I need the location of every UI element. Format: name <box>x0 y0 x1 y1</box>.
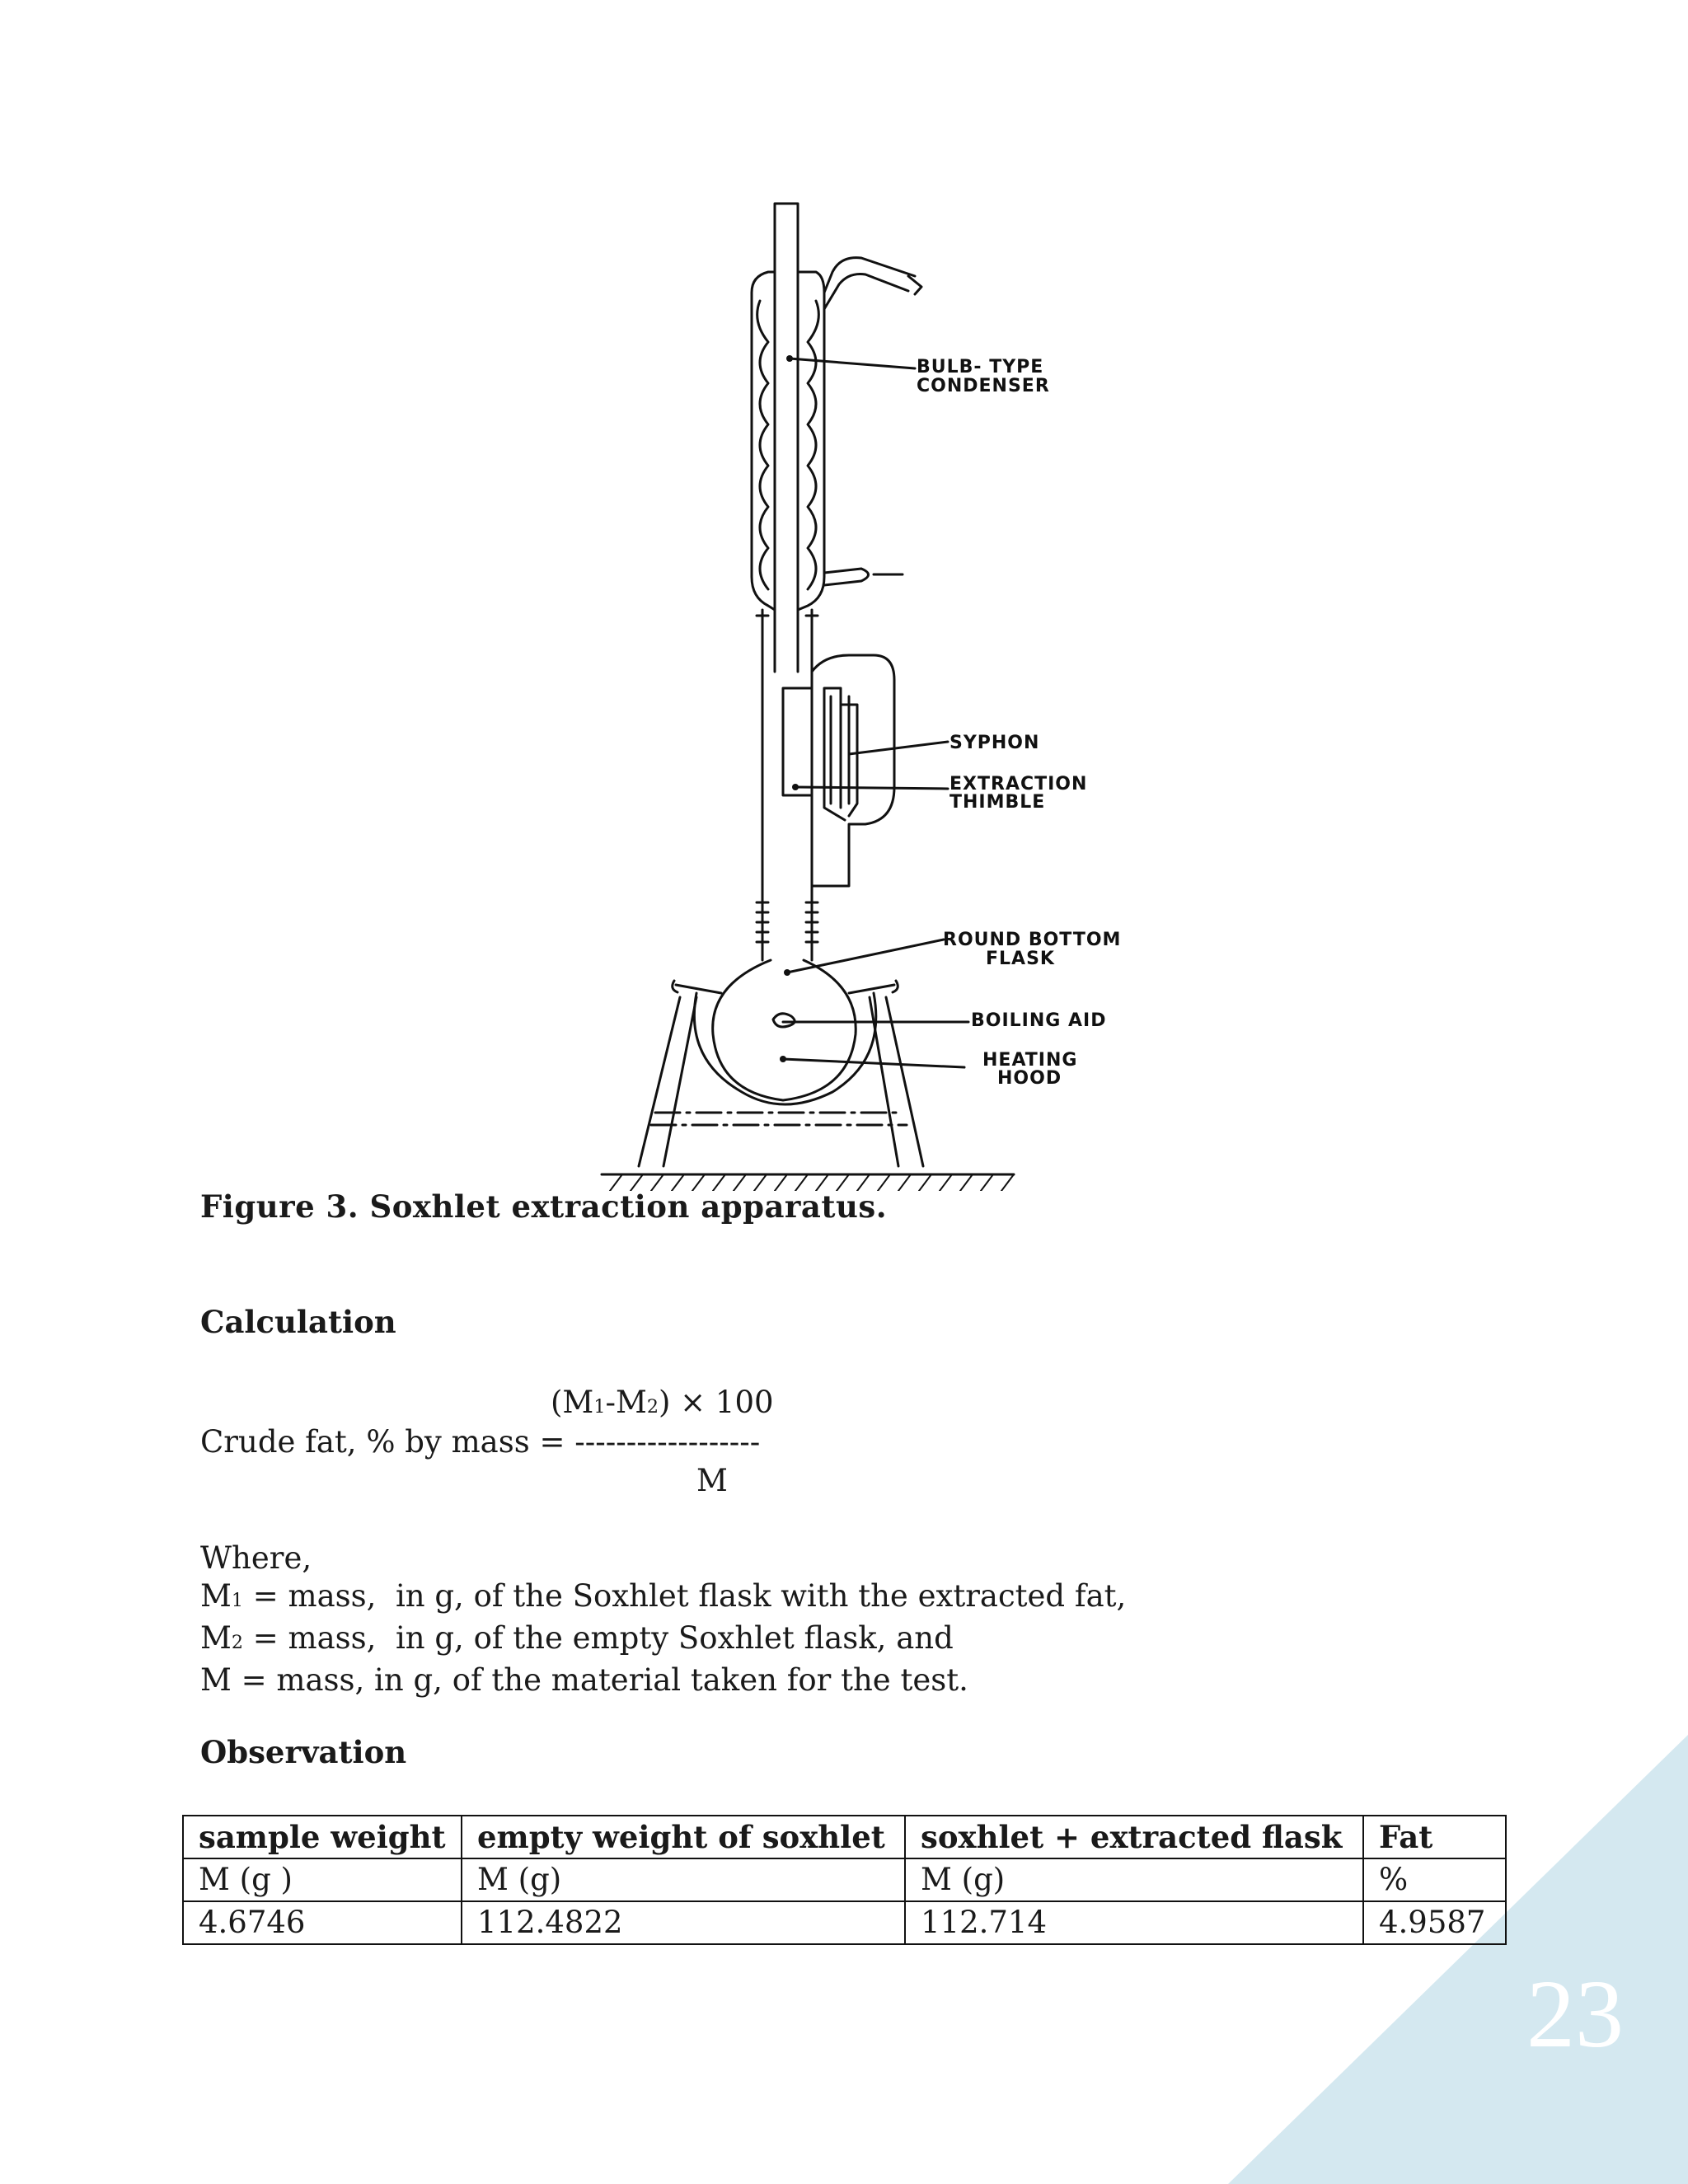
page-number: 23 <box>1526 1960 1624 2068</box>
value-cell: 4.9587 <box>1363 1901 1506 1944</box>
definitions <box>200 1540 1126 1699</box>
definition-m: M = mass, in g, of the material taken for the test. <box>200 1662 968 1698</box>
value-cell: 112.714 <box>905 1901 1363 1944</box>
table-row <box>183 1901 1506 1944</box>
label-syphon: SYPHON <box>950 733 1040 753</box>
label-flask-line1: ROUND BOTTOM <box>943 930 1122 950</box>
observation-heading: Observation <box>200 1734 407 1770</box>
header-cell: Fat <box>1363 1816 1506 1858</box>
header-cell: empty weight of soxhlet <box>462 1816 905 1858</box>
label-hood-line2: HOOD <box>997 1068 1062 1089</box>
label-flask-line2: FLASK <box>986 949 1055 969</box>
formula-line: Crude fat, % by mass = ------------------ <box>200 1424 761 1460</box>
figure-caption: Figure 3. Soxhlet extraction apparatus. <box>200 1188 888 1225</box>
soxhlet-diagram <box>577 194 1187 1191</box>
formula-denominator: M <box>696 1463 728 1498</box>
definition-m2: M2 = mass, in g, of the empty Soxhlet flask, and <box>200 1620 954 1656</box>
unit-cell: M (g ) <box>183 1858 462 1901</box>
label-condenser-line2: CONDENSER <box>917 376 1050 396</box>
value-cell: 4.6746 <box>183 1901 462 1944</box>
formula-numerator: (M1-M2) × 100 <box>551 1385 774 1420</box>
soxhlet-apparatus-figure <box>577 194 1187 1191</box>
label-boiling-aid: BOILING AID <box>971 1010 1107 1031</box>
observation-table <box>182 1815 1507 1945</box>
where-label: Where, <box>200 1540 312 1576</box>
table-header-row <box>183 1816 1506 1858</box>
label-thimble-line2: THIMBLE <box>950 792 1046 813</box>
definition-m1: M1 = mass, in g, of the Soxhlet flask with the extracted fat, <box>200 1578 1127 1614</box>
value-cell: 112.4822 <box>462 1901 905 1944</box>
label-condenser-line1: BULB- TYPE <box>917 357 1044 377</box>
unit-cell: % <box>1363 1858 1506 1901</box>
header-cell: sample weight <box>183 1816 462 1858</box>
table-row <box>183 1858 1506 1901</box>
header-cell: soxhlet + extracted flask <box>905 1816 1363 1858</box>
unit-cell: M (g) <box>462 1858 905 1901</box>
label-thimble-line1: EXTRACTION <box>950 774 1088 794</box>
label-hood-line1: HEATING <box>982 1050 1078 1071</box>
calculation-heading: Calculation <box>200 1304 396 1340</box>
unit-cell: M (g) <box>905 1858 1363 1901</box>
